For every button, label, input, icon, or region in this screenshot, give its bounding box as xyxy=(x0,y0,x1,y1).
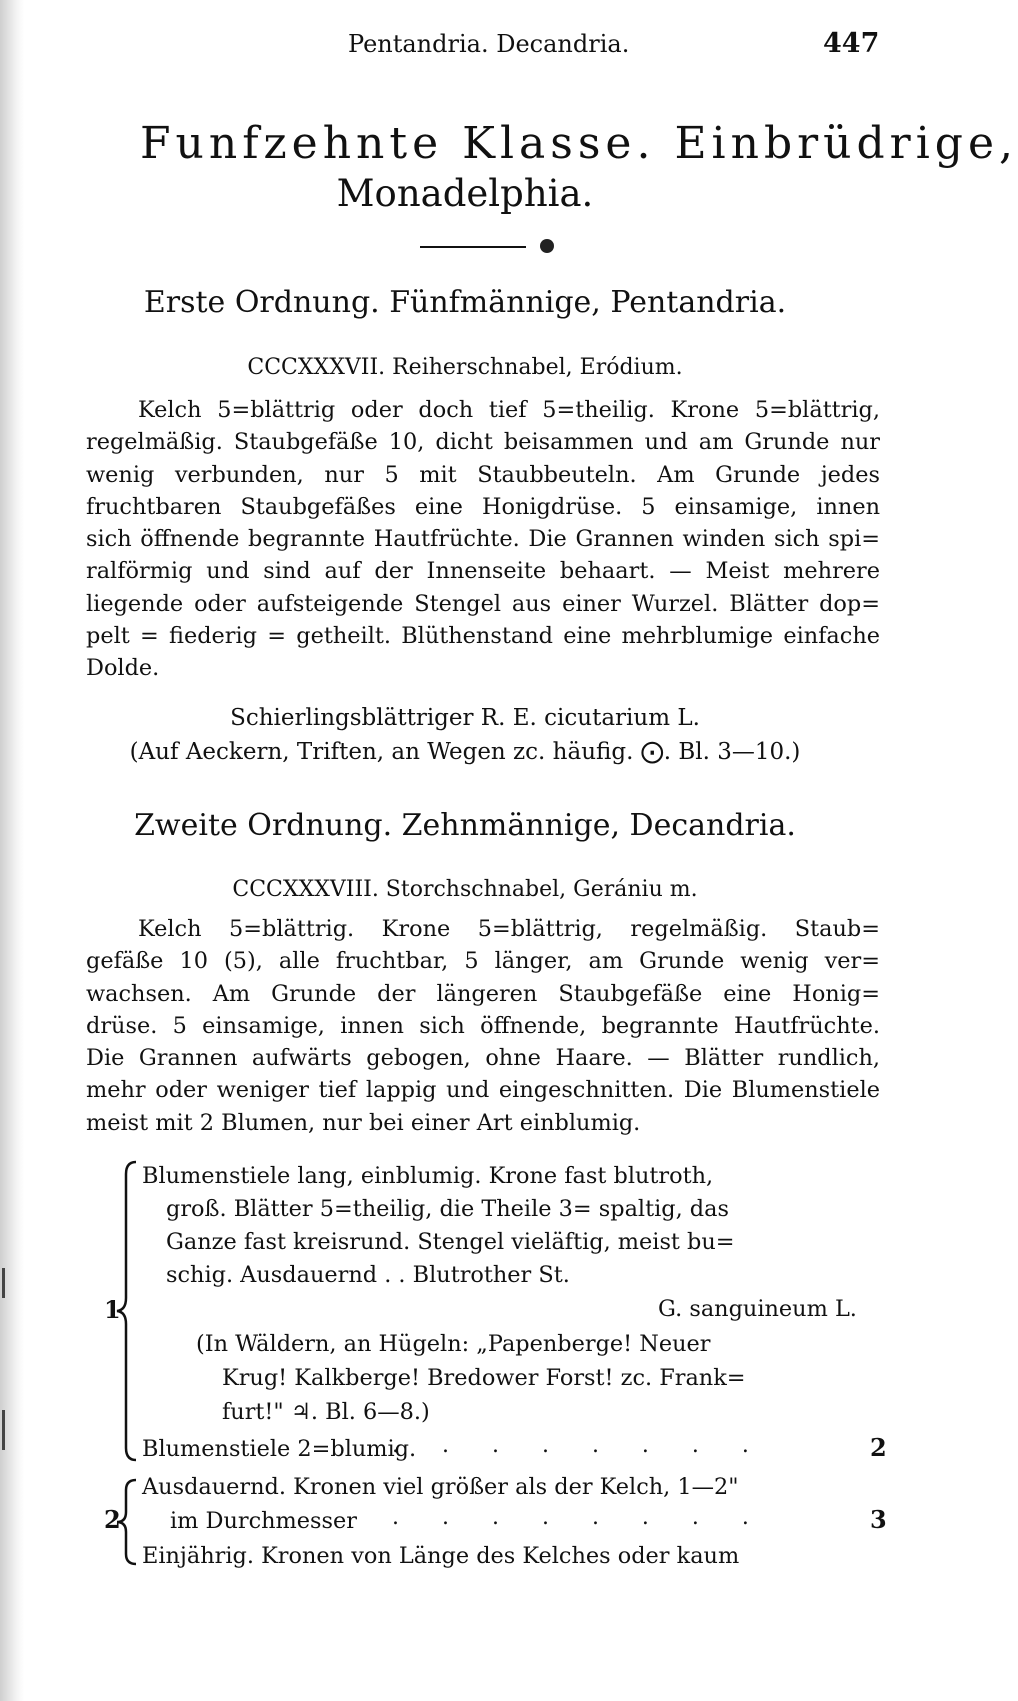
key-couplet-number: 2 xyxy=(104,1505,121,1534)
text-line: meist mit 2 Blumen, nur bei einer Art einblumig. xyxy=(86,1109,641,1136)
key-lead-line: Einjährig. Kronen von Länge des Kelches oder kaum xyxy=(142,1543,740,1569)
key-lead-line: groß. Blätter 5=theilig, die Theile 3= spaltig, das xyxy=(166,1196,729,1222)
order-heading: Zweite Ordnung. Zehnmännige, Decandria. xyxy=(134,808,796,843)
gutter-mark xyxy=(2,1268,5,1298)
text-line: fruchtbaren Staubgefäßes eine Honigdrüse. 5 einsamige, innen xyxy=(86,493,880,520)
text-line: wenig verbunden, nur 5 mit Staubbeuteln. Am Grunde jedes xyxy=(86,461,880,488)
class-subtitle: Monadelphia. xyxy=(336,172,594,215)
genus-heading: CCCXXXVIII. Storchschnabel, Gerániu m. xyxy=(232,877,698,902)
text-line: drüse. 5 einsamige, innen sich öffnende, begrannte Hautfrüchte. xyxy=(86,1012,880,1039)
key-lead-line: Ausdauernd. Kronen viel größer als der Kelch, 1—2" xyxy=(142,1474,739,1500)
text-line: Kelch 5=blättrig. Krone 5=blättrig, regelmäßig. Staub= xyxy=(138,916,880,942)
text-line: liegende oder aufsteigende Stengel aus einer Wurzel. Blätter dop= xyxy=(86,590,880,617)
key-habitat-line: (In Wäldern, an Hügeln: „Papenberge! Neuer xyxy=(196,1331,711,1357)
key-species-name: G. sanguineum L. xyxy=(658,1296,857,1322)
genus-heading: CCCXXXVII. Reiherschnabel, Eródium. xyxy=(247,355,683,380)
key-lead-line: im Durchmesser xyxy=(170,1508,357,1534)
page-number: 447 xyxy=(823,28,880,59)
text-line: Kelch 5=blättrig oder doch tief 5=theilig. Krone 5=blättrig, xyxy=(138,397,880,423)
key-goto-number: 3 xyxy=(870,1505,887,1534)
key-habitat-line: Krug! Kalkberge! Bredower Forst! zc. Frank= xyxy=(222,1365,746,1391)
key-lead-line: Blumenstiele 2=blumig. xyxy=(142,1436,417,1462)
text-line: Die Grannen aufwärts gebogen, ohne Haare. — Blätter rundlich, xyxy=(86,1045,880,1072)
class-title: Funfzehnte Klasse. Einbrüdrige, xyxy=(140,118,1018,169)
key-habitat-line: furt!" ♃. Bl. 6—8.) xyxy=(222,1399,430,1425)
running-title: Pentandria. Decandria. xyxy=(348,30,630,58)
key-lead-line: Blumenstiele lang, einblumig. Krone fast blutroth, xyxy=(142,1163,714,1189)
section-divider xyxy=(420,246,526,248)
text-line: mehr oder weniger tief lappig und eingeschnitten. Die Blumenstiele xyxy=(86,1077,880,1104)
gutter-mark xyxy=(2,1410,5,1450)
text-line: Dolde. xyxy=(86,655,160,682)
text-line: pelt = fiederig = getheilt. Blüthenstand eine mehrblumige einfache xyxy=(86,623,880,650)
text-line: ralförmig und sind auf der Innenseite behaart. — Meist mehrere xyxy=(86,558,880,585)
key-goto-number: 2 xyxy=(870,1433,887,1462)
text-line: regelmäßig. Staubgefäße 10, dicht beisammen und am Grunde nur xyxy=(86,429,880,456)
text-line: gefäße 10 (5), alle fruchtbar, 5 länger, am Grunde wenig ver= xyxy=(86,948,880,975)
text-line: sich öffnende begrannte Hautfrüchte. Die Grannen winden sich spi= xyxy=(86,526,880,553)
species-habitat: (Auf Aeckern, Triften, an Wegen zc. häufig. ⨀. Bl. 3—10.) xyxy=(129,739,801,765)
key-couplet-number: 1 xyxy=(104,1295,121,1324)
key-lead-line: Ganze fast kreisrund. Stengel vieläftig, meist bu= xyxy=(166,1229,735,1255)
genus-description xyxy=(86,394,880,685)
order-heading: Erste Ordnung. Fünfmännige, Pentandria. xyxy=(143,285,787,320)
genus-description xyxy=(86,913,880,1139)
divider-ornament xyxy=(540,239,554,253)
key-lead-line: schig. Ausdauernd . . Blutrother St. xyxy=(166,1262,570,1288)
species-entry: Schierlingsblättriger R. E. cicutarium L. xyxy=(230,705,700,731)
dot-leader: . . . . . . . . xyxy=(392,1433,767,1458)
text-line: wachsen. Am Grunde der längeren Staubgefäße eine Honig= xyxy=(86,980,880,1007)
dot-leader: . . . . . . . . xyxy=(392,1505,767,1530)
